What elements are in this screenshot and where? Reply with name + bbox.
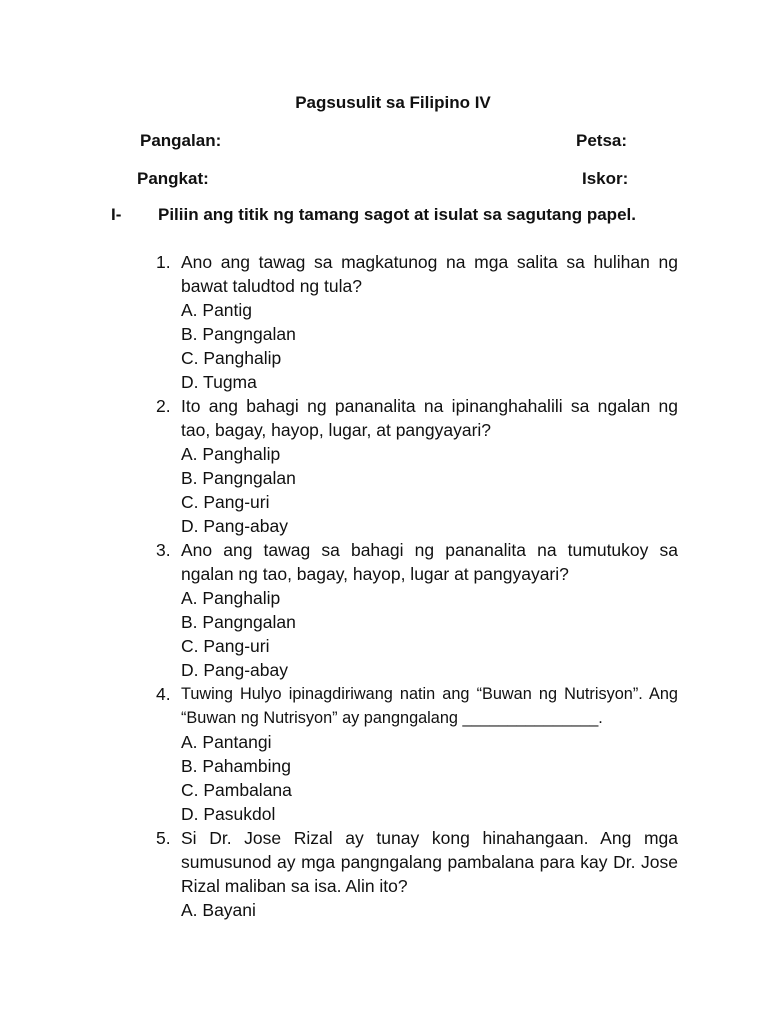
question-item (156, 538, 678, 682)
question-text: Ano ang tawag sa bahagi ng pananalita na tumutukoy sa ngalan ng tao, bagay, hayop, lugar at pangyayari? (181, 540, 678, 584)
name-field-label: Pangalan: (140, 131, 222, 150)
question-number: 3. (156, 540, 171, 560)
choice-a: A. Pantig (181, 300, 253, 320)
question-item (156, 394, 678, 538)
question-number: 5. (156, 828, 171, 848)
choice-a: A. Pantangi (181, 732, 272, 752)
choice-b: B. Pahambing (181, 756, 291, 776)
section-field-label: Pangkat: (137, 169, 209, 188)
choice-b: B. Pangngalan (181, 468, 296, 488)
question-item (156, 250, 678, 394)
section-instruction: Piliin ang titik ng tamang sagot at isulat sa sagutang papel. (158, 205, 636, 224)
score-field-label: Iskor: (582, 169, 629, 188)
choice-d: D. Pang-abay (181, 660, 289, 680)
choice-b: B. Pangngalan (181, 324, 296, 344)
date-field-label: Petsa: (576, 131, 628, 150)
choice-a: A. Panghalip (181, 444, 281, 464)
page-title: Pagsusulit sa Filipino IV (295, 93, 491, 112)
choice-c: C. Pang-uri (181, 492, 270, 512)
question-item (156, 682, 678, 826)
question-list (156, 250, 678, 922)
question-text: Ito ang bahagi ng pananalita na ipinanghahalili sa ngalan ng tao, bagay, hayop, lugar, at pangyayari? (181, 396, 678, 440)
choice-c: C. Panghalip (181, 348, 282, 368)
choice-c: C. Pang-uri (181, 636, 270, 656)
choice-d: D. Pang-abay (181, 516, 289, 536)
question-text: Si Dr. Jose Rizal ay tunay kong hinahangaan. Ang mga sumusunod ay mga pangngalang pambalana para kay Dr. Jose Rizal maliban sa isa. Alin ito? (181, 828, 678, 896)
question-text: Ano ang tawag sa magkatunog na mga salita sa hulihan ng bawat taludtod ng tula? (181, 252, 678, 296)
choice-d: D. Tugma (181, 372, 257, 392)
question-number: 2. (156, 396, 171, 416)
choice-a: A. Bayani (181, 900, 256, 920)
question-text: Tuwing Hulyo ipinagdiriwang natin ang “Buwan ng Nutrisyon”. Ang “Buwan ng Nutrisyon” ay pangngalang _______________. (181, 685, 678, 727)
section-number: I- (111, 205, 122, 224)
choice-d: D. Pasukdol (181, 804, 276, 824)
question-item (156, 826, 678, 922)
choice-a: A. Panghalip (181, 588, 281, 608)
choice-c: C. Pambalana (181, 780, 292, 800)
choice-b: B. Pangngalan (181, 612, 296, 632)
question-number: 1. (156, 252, 171, 272)
question-number: 4. (156, 684, 171, 704)
